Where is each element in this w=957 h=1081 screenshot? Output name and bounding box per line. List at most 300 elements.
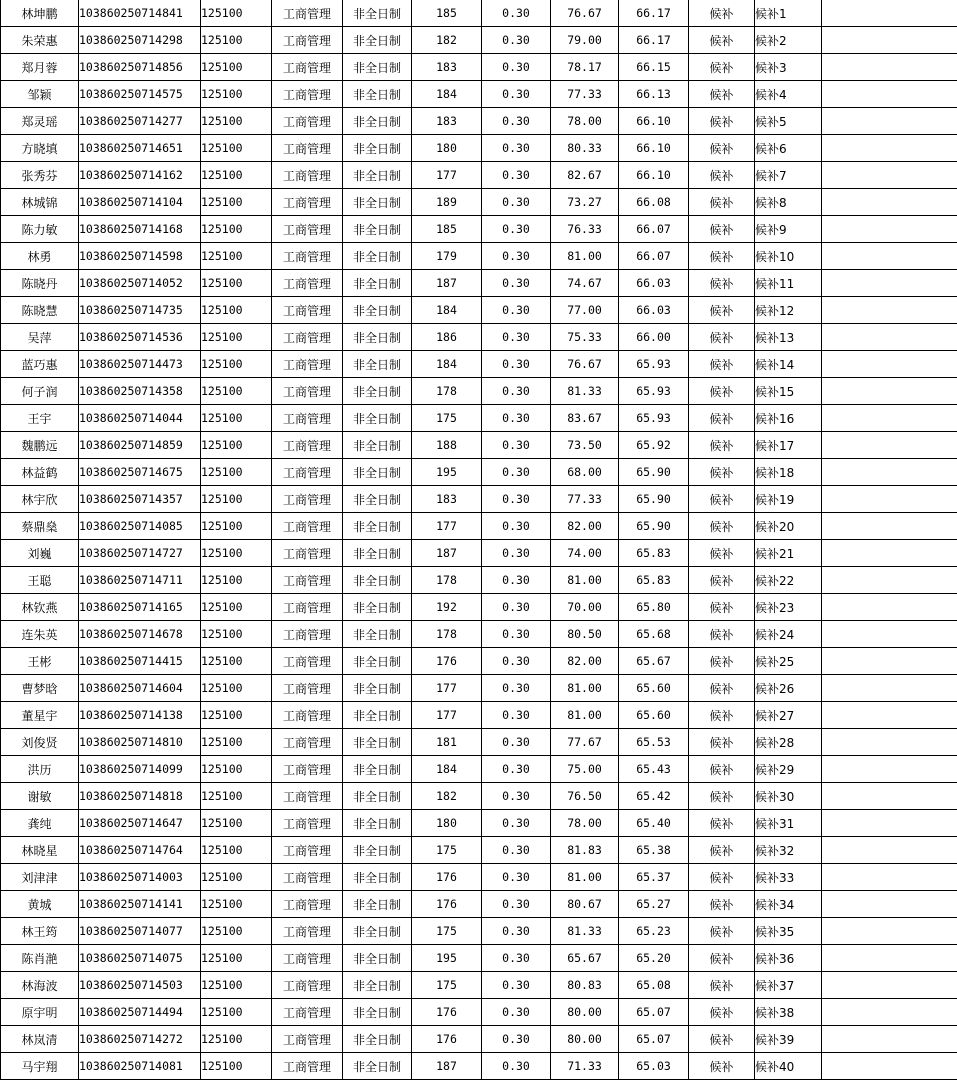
cell-name: 陈晓丹 [1,270,79,297]
cell-empty [822,162,957,189]
cell-score2: 73.27 [551,189,619,216]
cell-total: 65.40 [619,810,689,837]
table-row [1,216,957,243]
cell-weight: 0.30 [482,324,551,351]
cell-total: 65.42 [619,783,689,810]
cell-score1: 177 [412,675,482,702]
cell-rank: 候补26 [755,675,822,702]
cell-major: 工商管理 [272,648,343,675]
cell-total: 65.93 [619,351,689,378]
cell-study-mode: 非全日制 [343,567,412,594]
cell-score1: 184 [412,297,482,324]
cell-study-mode: 非全日制 [343,108,412,135]
cell-empty [822,810,957,837]
cell-code: 125100 [201,972,272,999]
cell-study-mode: 非全日制 [343,621,412,648]
cell-code: 125100 [201,540,272,567]
cell-name: 林益鹤 [1,459,79,486]
cell-major: 工商管理 [272,162,343,189]
cell-code: 125100 [201,756,272,783]
cell-total: 65.90 [619,459,689,486]
cell-weight: 0.30 [482,243,551,270]
cell-code: 125100 [201,135,272,162]
cell-empty [822,270,957,297]
cell-major: 工商管理 [272,621,343,648]
cell-score2: 83.67 [551,405,619,432]
cell-score2: 76.67 [551,0,619,27]
cell-score1: 183 [412,108,482,135]
cell-exam-id: 103860250714651 [79,135,201,162]
cell-weight: 0.30 [482,459,551,486]
cell-exam-id: 103860250714077 [79,918,201,945]
cell-name: 魏鹏远 [1,432,79,459]
cell-major: 工商管理 [272,81,343,108]
cell-empty [822,972,957,999]
cell-name: 刘津津 [1,864,79,891]
cell-rank: 候补29 [755,756,822,783]
cell-exam-id: 103860250714841 [79,0,201,27]
cell-major: 工商管理 [272,513,343,540]
cell-name: 邹颖 [1,81,79,108]
cell-empty [822,54,957,81]
cell-score2: 82.67 [551,162,619,189]
cell-rank: 候补38 [755,999,822,1026]
cell-total: 65.23 [619,918,689,945]
cell-status: 候补 [689,189,755,216]
cell-score1: 187 [412,1053,482,1080]
cell-name: 刘巍 [1,540,79,567]
cell-major: 工商管理 [272,918,343,945]
cell-weight: 0.30 [482,108,551,135]
cell-total: 65.38 [619,837,689,864]
cell-status: 候补 [689,324,755,351]
cell-status: 候补 [689,459,755,486]
cell-code: 125100 [201,486,272,513]
cell-total: 65.93 [619,405,689,432]
cell-status: 候补 [689,729,755,756]
cell-rank: 候补30 [755,783,822,810]
cell-exam-id: 103860250714075 [79,945,201,972]
cell-rank: 候补11 [755,270,822,297]
cell-exam-id: 103860250714085 [79,513,201,540]
cell-status: 候补 [689,648,755,675]
cell-study-mode: 非全日制 [343,891,412,918]
cell-major: 工商管理 [272,540,343,567]
cell-name: 陈肖滟 [1,945,79,972]
cell-status: 候补 [689,270,755,297]
cell-exam-id: 103860250714818 [79,783,201,810]
table-row [1,810,957,837]
cell-score2: 81.83 [551,837,619,864]
cell-study-mode: 非全日制 [343,594,412,621]
table-row [1,81,957,108]
cell-code: 125100 [201,378,272,405]
cell-exam-id: 103860250714138 [79,702,201,729]
cell-total: 65.90 [619,486,689,513]
cell-total: 65.67 [619,648,689,675]
cell-major: 工商管理 [272,999,343,1026]
cell-total: 65.03 [619,1053,689,1080]
cell-score1: 187 [412,270,482,297]
table-row [1,675,957,702]
cell-empty [822,27,957,54]
table-row [1,513,957,540]
cell-weight: 0.30 [482,729,551,756]
cell-name: 何子润 [1,378,79,405]
cell-weight: 0.30 [482,999,551,1026]
cell-rank: 候补3 [755,54,822,81]
cell-status: 候补 [689,162,755,189]
cell-study-mode: 非全日制 [343,54,412,81]
cell-score1: 182 [412,783,482,810]
cell-score1: 184 [412,756,482,783]
cell-name: 原宇明 [1,999,79,1026]
cell-study-mode: 非全日制 [343,1026,412,1053]
cell-code: 125100 [201,810,272,837]
cell-name: 方晓填 [1,135,79,162]
cell-rank: 候补19 [755,486,822,513]
table-row [1,459,957,486]
cell-score1: 175 [412,918,482,945]
cell-code: 125100 [201,108,272,135]
cell-weight: 0.30 [482,756,551,783]
cell-empty [822,594,957,621]
cell-exam-id: 103860250714473 [79,351,201,378]
cell-weight: 0.30 [482,864,551,891]
cell-weight: 0.30 [482,297,551,324]
cell-rank: 候补21 [755,540,822,567]
cell-name: 刘俊贤 [1,729,79,756]
cell-code: 125100 [201,729,272,756]
cell-status: 候补 [689,594,755,621]
cell-score2: 81.33 [551,918,619,945]
cell-score1: 187 [412,540,482,567]
cell-weight: 0.30 [482,486,551,513]
table-row [1,486,957,513]
cell-study-mode: 非全日制 [343,783,412,810]
cell-name: 谢敏 [1,783,79,810]
cell-weight: 0.30 [482,270,551,297]
cell-exam-id: 103860250714647 [79,810,201,837]
cell-score2: 80.00 [551,1026,619,1053]
cell-rank: 候补15 [755,378,822,405]
cell-code: 125100 [201,945,272,972]
cell-name: 张秀芬 [1,162,79,189]
cell-major: 工商管理 [272,783,343,810]
cell-empty [822,648,957,675]
cell-code: 125100 [201,81,272,108]
cell-code: 125100 [201,567,272,594]
cell-total: 65.07 [619,1026,689,1053]
cell-study-mode: 非全日制 [343,513,412,540]
cell-total: 65.83 [619,567,689,594]
table-row [1,432,957,459]
cell-exam-id: 103860250714727 [79,540,201,567]
cell-study-mode: 非全日制 [343,324,412,351]
table-body [1,0,957,1080]
cell-rank: 候补33 [755,864,822,891]
cell-name: 林钦燕 [1,594,79,621]
cell-study-mode: 非全日制 [343,837,412,864]
cell-rank: 候补40 [755,1053,822,1080]
cell-major: 工商管理 [272,594,343,621]
cell-empty [822,189,957,216]
cell-rank: 候补10 [755,243,822,270]
cell-code: 125100 [201,837,272,864]
cell-total: 65.07 [619,999,689,1026]
cell-rank: 候补23 [755,594,822,621]
cell-score1: 177 [412,162,482,189]
cell-weight: 0.30 [482,702,551,729]
cell-empty [822,621,957,648]
cell-rank: 候补25 [755,648,822,675]
cell-total: 66.07 [619,216,689,243]
table-row [1,108,957,135]
table-row [1,135,957,162]
cell-total: 65.60 [619,702,689,729]
cell-major: 工商管理 [272,108,343,135]
cell-score2: 77.67 [551,729,619,756]
cell-major: 工商管理 [272,0,343,27]
cell-status: 候补 [689,864,755,891]
cell-weight: 0.30 [482,891,551,918]
cell-study-mode: 非全日制 [343,459,412,486]
table-row [1,891,957,918]
cell-study-mode: 非全日制 [343,216,412,243]
cell-major: 工商管理 [272,270,343,297]
cell-code: 125100 [201,1026,272,1053]
cell-exam-id: 103860250714415 [79,648,201,675]
cell-score2: 78.17 [551,54,619,81]
cell-weight: 0.30 [482,1053,551,1080]
cell-status: 候补 [689,1053,755,1080]
table-row [1,270,957,297]
cell-score2: 80.83 [551,972,619,999]
cell-total: 66.00 [619,324,689,351]
cell-weight: 0.30 [482,513,551,540]
cell-exam-id: 103860250714168 [79,216,201,243]
cell-weight: 0.30 [482,0,551,27]
cell-status: 候补 [689,513,755,540]
cell-empty [822,864,957,891]
cell-code: 125100 [201,459,272,486]
cell-empty [822,351,957,378]
table-row [1,945,957,972]
cell-total: 66.10 [619,162,689,189]
cell-score2: 81.33 [551,378,619,405]
cell-study-mode: 非全日制 [343,540,412,567]
cell-weight: 0.30 [482,378,551,405]
cell-name: 曹梦晗 [1,675,79,702]
cell-score1: 184 [412,351,482,378]
cell-exam-id: 103860250714859 [79,432,201,459]
cell-total: 65.53 [619,729,689,756]
cell-exam-id: 103860250714099 [79,756,201,783]
cell-name: 龚纯 [1,810,79,837]
cell-status: 候补 [689,405,755,432]
cell-total: 65.20 [619,945,689,972]
cell-rank: 候补37 [755,972,822,999]
cell-total: 66.03 [619,297,689,324]
cell-major: 工商管理 [272,810,343,837]
table-row [1,1026,957,1053]
cell-empty [822,324,957,351]
cell-major: 工商管理 [272,702,343,729]
cell-status: 候补 [689,621,755,648]
cell-score1: 176 [412,999,482,1026]
cell-status: 候补 [689,1026,755,1053]
cell-rank: 候补17 [755,432,822,459]
cell-rank: 候补35 [755,918,822,945]
cell-score2: 77.00 [551,297,619,324]
cell-exam-id: 103860250714598 [79,243,201,270]
cell-exam-id: 103860250714141 [79,891,201,918]
cell-major: 工商管理 [272,351,343,378]
cell-empty [822,1026,957,1053]
cell-score2: 80.50 [551,621,619,648]
cell-code: 125100 [201,297,272,324]
table-row [1,297,957,324]
cell-score1: 178 [412,567,482,594]
cell-study-mode: 非全日制 [343,405,412,432]
cell-exam-id: 103860250714162 [79,162,201,189]
table-row [1,648,957,675]
cell-weight: 0.30 [482,432,551,459]
cell-weight: 0.30 [482,972,551,999]
cell-name: 林王筠 [1,918,79,945]
cell-code: 125100 [201,270,272,297]
cell-code: 125100 [201,918,272,945]
cell-weight: 0.30 [482,783,551,810]
table-row [1,27,957,54]
cell-score1: 176 [412,1026,482,1053]
cell-status: 候补 [689,567,755,594]
cell-study-mode: 非全日制 [343,945,412,972]
cell-empty [822,567,957,594]
cell-exam-id: 103860250714678 [79,621,201,648]
cell-score1: 183 [412,486,482,513]
cell-status: 候补 [689,918,755,945]
cell-empty [822,297,957,324]
cell-score1: 185 [412,0,482,27]
cell-name: 林坤鹏 [1,0,79,27]
cell-empty [822,243,957,270]
cell-name: 马宇翔 [1,1053,79,1080]
cell-weight: 0.30 [482,648,551,675]
cell-status: 候补 [689,675,755,702]
cell-weight: 0.30 [482,351,551,378]
cell-total: 65.90 [619,513,689,540]
cell-status: 候补 [689,810,755,837]
table-row [1,972,957,999]
cell-study-mode: 非全日制 [343,0,412,27]
cell-study-mode: 非全日制 [343,1053,412,1080]
cell-name: 王宇 [1,405,79,432]
cell-rank: 候补18 [755,459,822,486]
cell-rank: 候补27 [755,702,822,729]
cell-exam-id: 103860250714856 [79,54,201,81]
cell-rank: 候补6 [755,135,822,162]
cell-rank: 候补39 [755,1026,822,1053]
cell-total: 66.10 [619,108,689,135]
table-row [1,783,957,810]
cell-score2: 76.50 [551,783,619,810]
cell-exam-id: 103860250714277 [79,108,201,135]
cell-weight: 0.30 [482,189,551,216]
cell-weight: 0.30 [482,810,551,837]
cell-major: 工商管理 [272,459,343,486]
cell-status: 候补 [689,351,755,378]
cell-study-mode: 非全日制 [343,702,412,729]
cell-study-mode: 非全日制 [343,378,412,405]
cell-status: 候补 [689,27,755,54]
cell-empty [822,675,957,702]
cell-rank: 候补7 [755,162,822,189]
cell-major: 工商管理 [272,297,343,324]
cell-study-mode: 非全日制 [343,729,412,756]
cell-major: 工商管理 [272,864,343,891]
cell-code: 125100 [201,594,272,621]
cell-major: 工商管理 [272,756,343,783]
cell-code: 125100 [201,513,272,540]
cell-rank: 候补32 [755,837,822,864]
cell-exam-id: 103860250714357 [79,486,201,513]
cell-name: 陈晓慧 [1,297,79,324]
table-row [1,351,957,378]
cell-exam-id: 103860250714044 [79,405,201,432]
cell-total: 66.17 [619,0,689,27]
cell-weight: 0.30 [482,162,551,189]
cell-score2: 65.67 [551,945,619,972]
cell-major: 工商管理 [272,189,343,216]
cell-code: 125100 [201,864,272,891]
cell-score1: 189 [412,189,482,216]
table-row [1,405,957,432]
cell-code: 125100 [201,405,272,432]
table-row [1,540,957,567]
cell-code: 125100 [201,0,272,27]
cell-total: 66.03 [619,270,689,297]
cell-study-mode: 非全日制 [343,243,412,270]
table-row [1,729,957,756]
cell-exam-id: 103860250714735 [79,297,201,324]
cell-code: 125100 [201,702,272,729]
cell-exam-id: 103860250714298 [79,27,201,54]
cell-exam-id: 103860250714810 [79,729,201,756]
cell-exam-id: 103860250714675 [79,459,201,486]
cell-score1: 181 [412,729,482,756]
cell-total: 65.93 [619,378,689,405]
table-row [1,378,957,405]
cell-exam-id: 103860250714764 [79,837,201,864]
cell-study-mode: 非全日制 [343,864,412,891]
table-row [1,162,957,189]
cell-rank: 候补12 [755,297,822,324]
cell-score1: 178 [412,378,482,405]
cell-total: 65.68 [619,621,689,648]
cell-major: 工商管理 [272,729,343,756]
cell-weight: 0.30 [482,135,551,162]
cell-rank: 候补22 [755,567,822,594]
cell-score1: 192 [412,594,482,621]
cell-name: 吴萍 [1,324,79,351]
cell-exam-id: 103860250714104 [79,189,201,216]
cell-name: 林晓星 [1,837,79,864]
cell-status: 候补 [689,54,755,81]
cell-weight: 0.30 [482,540,551,567]
cell-study-mode: 非全日制 [343,432,412,459]
cell-empty [822,81,957,108]
